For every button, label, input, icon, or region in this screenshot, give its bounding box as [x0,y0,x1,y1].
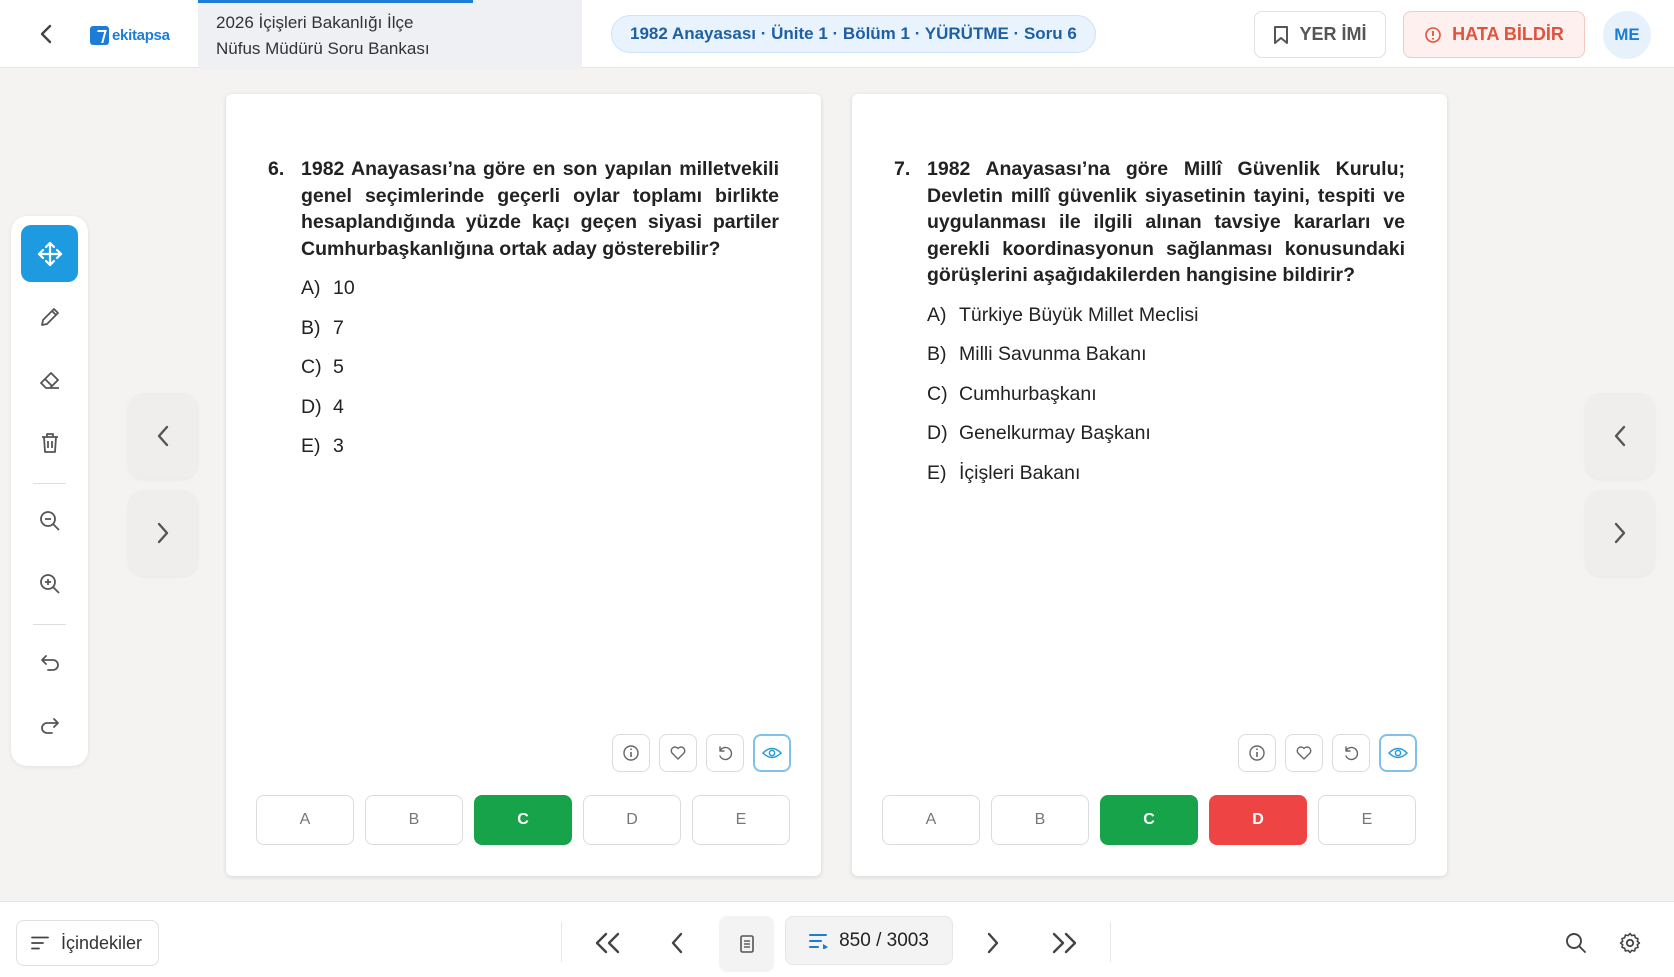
book-title-line1: 2026 İçişleri Bakanlığı İlçe [216,13,414,32]
answer-b-button[interactable]: B [991,795,1089,845]
answer-b-button[interactable]: B [365,795,463,845]
book-title-line2: Nüfus Müdürü Soru Bankası [216,39,430,58]
question-actions [612,734,791,772]
option-e [927,461,1405,501]
prev-page-side-button[interactable] [128,393,198,479]
answer-a-button[interactable]: A [256,795,354,845]
zoom-in-button[interactable] [21,555,78,612]
option-text: Cumhurbaşkanı [959,382,1097,405]
option-text: 10 [333,277,355,299]
question-actions [1238,734,1417,772]
bookmark-button[interactable] [1254,11,1386,58]
info-icon [622,744,640,762]
heart-icon [669,744,687,762]
answer-e-button[interactable]: E [1318,795,1416,845]
reset-button[interactable] [706,734,744,772]
bookmark-icon [1273,25,1289,45]
answer-choices [256,795,790,845]
redo-icon [38,713,62,737]
zoom-out-button[interactable] [21,492,78,549]
option-letter: A) [301,277,321,299]
undo-button[interactable] [21,633,78,690]
answer-d-button[interactable]: D [1209,795,1307,845]
list-icon [809,933,829,949]
gear-icon [1618,931,1642,955]
first-page-button[interactable] [584,920,630,966]
answer-c-button[interactable]: C [474,795,572,845]
chevron-left-icon [670,932,684,954]
move-tool-button[interactable] [21,225,78,282]
menu-icon [31,936,49,950]
logo-mark [90,26,109,45]
option-letter: C) [927,382,948,405]
divider [1110,922,1111,962]
eraser-tool-button[interactable] [21,351,78,408]
option-c [927,382,1405,422]
chevron-left-icon [39,24,53,44]
answer-c-button[interactable]: C [1100,795,1198,845]
search-icon [1565,932,1587,954]
favorite-button[interactable] [1285,734,1323,772]
next-page-side-button[interactable] [128,490,198,576]
heart-icon [1295,744,1313,762]
option-letter: B) [301,316,321,339]
option-b [301,316,779,356]
option-text: Türkiye Büyük Millet Meclisi [959,303,1199,326]
previous-page-button[interactable] [654,920,700,966]
chevron-left-icon [156,425,170,447]
option-b [927,342,1405,382]
table-of-contents-button[interactable] [16,920,159,966]
pencil-tool-button[interactable] [21,288,78,345]
search-button[interactable] [1553,920,1599,966]
option-letter: D) [301,395,322,418]
settings-button[interactable] [1607,920,1653,966]
zoom-out-icon [38,509,62,533]
option-text: 3 [333,435,344,457]
info-button[interactable] [612,734,650,772]
reset-button[interactable] [1332,734,1370,772]
chevron-left-icon [1613,425,1627,447]
report-error-button[interactable] [1403,11,1585,58]
option-a [927,303,1405,343]
trash-icon [39,431,61,455]
book-title-tab[interactable] [198,0,582,70]
answer-d-button[interactable]: D [583,795,681,845]
prev-page-right-button[interactable] [1585,393,1655,479]
chevron-right-icon [986,932,1000,954]
option-text: 5 [333,356,344,378]
breadcrumb[interactable]: 1982 Anayasası · Ünite 1 · Bölüm 1 · YÜRÜTME · Soru 6 [611,15,1096,53]
logo-text: ekitapsa [112,26,170,44]
option-letter: A) [927,303,947,326]
option-text: 4 [333,395,344,418]
pencil-icon [38,305,62,329]
answer-e-button[interactable]: E [692,795,790,845]
question-block [894,156,1405,500]
toc-label: İçindekiler [61,932,143,953]
eraser-icon [38,368,62,392]
top-bar [0,0,1674,68]
question-text: 1982 Anayasası’na göre en son yapılan milletvekili genel seçimlerinde geçerli oylar toplamı birlikte hesaplandığında yüzde kaçı geçen siyasi partiler Cumhurbaşkanlığına ortak aday gösterebilir? [301,158,779,260]
tool-divider [33,483,66,484]
undo-icon [38,650,62,674]
option-text: Genelkurmay Başkanı [959,422,1151,444]
next-page-right-button[interactable] [1585,490,1655,576]
option-e [301,434,779,474]
reset-icon [716,744,734,762]
eye-icon [762,744,782,762]
option-letter: E) [301,435,321,457]
reset-icon [1342,744,1360,762]
clear-tool-button[interactable] [21,414,78,471]
option-text: 7 [333,316,344,339]
option-letter: B) [927,343,947,365]
redo-button[interactable] [21,696,78,753]
alert-circle-icon [1424,26,1442,44]
chevrons-left-icon [593,932,621,954]
page-view-button[interactable] [719,916,774,972]
last-page-button[interactable] [1042,920,1088,966]
chevron-right-icon [156,522,170,544]
info-icon [1248,744,1266,762]
question-number: 6. [268,158,285,180]
logo[interactable] [90,24,170,46]
option-d [927,421,1405,461]
option-text: Milli Savunma Bakanı [959,343,1147,365]
tool-divider [33,624,66,625]
page-counter[interactable] [785,916,953,965]
answer-choices [882,795,1416,845]
show-answer-button[interactable] [1379,734,1417,772]
option-letter: C) [301,356,322,378]
chevrons-right-icon [1051,932,1079,954]
question-block [268,156,779,474]
option-list [927,303,1405,501]
option-text: İçişleri Bakanı [959,461,1081,484]
option-letter: E) [927,461,947,484]
eye-icon [1388,744,1408,762]
option-list [301,276,779,474]
reading-progress-bar [198,0,473,3]
bookmark-label: YER İMİ [1299,24,1367,44]
back-button[interactable] [30,18,62,50]
page-icon [739,934,755,954]
question-text: 1982 Anayasası’na göre Millî Güvenlik Kurulu; Devletin millî güvenlik siyasetinin tayini, tespiti ve uygulanması ile ilgili alınan tavsiye kararları ve gerekli koordinasyonun sağlanması konusundaki görüşlerini aşağıdakilerden hangisine bildirir? [927,158,1405,286]
info-button[interactable] [1238,734,1276,772]
next-page-button[interactable] [970,920,1016,966]
move-icon [37,241,63,267]
zoom-in-icon [38,572,62,596]
favorite-button[interactable] [659,734,697,772]
question-card [226,94,821,876]
show-answer-button[interactable] [753,734,791,772]
chevron-right-icon [1613,522,1627,544]
option-c [301,355,779,395]
question-card [852,94,1447,876]
question-number: 7. [894,158,911,180]
option-a [301,276,779,316]
drawing-tool-panel [11,216,88,766]
answer-a-button[interactable]: A [882,795,980,845]
report-error-label: HATA BİLDİR [1452,24,1564,44]
avatar[interactable]: ME [1603,11,1651,59]
option-d [301,395,779,435]
bottom-bar [0,901,1674,977]
divider [561,922,562,962]
page-counter-text: 850 / 3003 [839,929,929,951]
option-letter: D) [927,422,948,444]
